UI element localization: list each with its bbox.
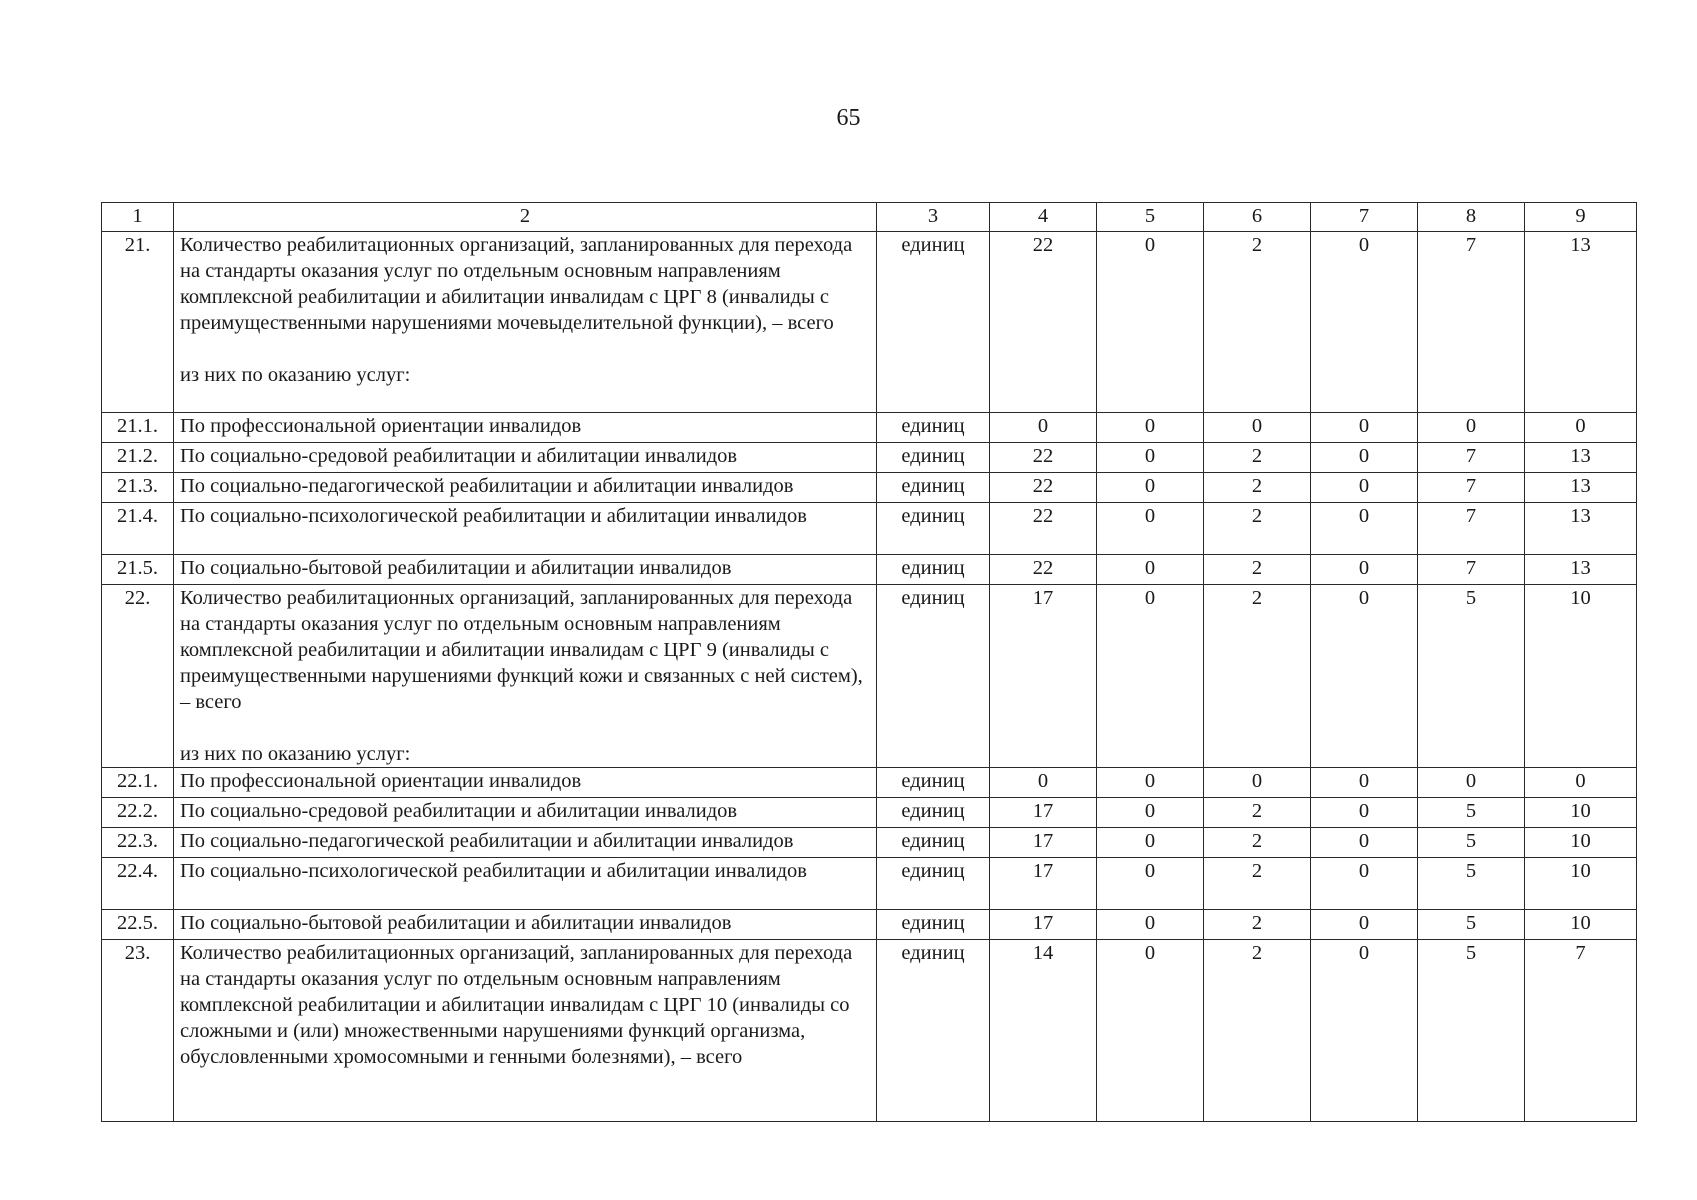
row-value: 2 [1204, 555, 1311, 585]
row-value: 17 [990, 858, 1097, 910]
row-value: 13 [1525, 473, 1637, 503]
row-description: Количество реабилитационных организаций, запланированных для перехода на стандарты оказания услуг по отдельным основным направлениям комплексной реабилитации и абилитации инвалидам с ЦРГ 10 (инвалиды со сложными и (или) множественными нарушениями функций организма, обусловленными хромосомными и генными болезнями), – всего [174, 940, 877, 1122]
row-unit: единиц [877, 443, 990, 473]
row-description: По социально-психологической реабилитации и абилитации инвалидов [174, 503, 877, 555]
table-row [102, 443, 1637, 473]
row-value: 13 [1525, 443, 1637, 473]
header-cell: 6 [1204, 203, 1311, 232]
row-value: 0 [1097, 798, 1204, 828]
row-number: 23. [102, 940, 174, 1122]
row-value: 0 [1097, 828, 1204, 858]
header-cell: 7 [1311, 203, 1418, 232]
row-description: По социально-психологической реабилитации и абилитации инвалидов [174, 858, 877, 910]
row-unit: единиц [877, 555, 990, 585]
row-value: 0 [1311, 232, 1418, 413]
row-number: 22.1. [102, 768, 174, 798]
row-value: 0 [1311, 443, 1418, 473]
row-number: 21.4. [102, 503, 174, 555]
row-number: 21.1. [102, 413, 174, 443]
row-unit: единиц [877, 910, 990, 940]
header-cell: 4 [990, 203, 1097, 232]
row-value: 5 [1418, 828, 1525, 858]
row-description-text: Количество реабилитационных организаций, запланированных для перехода на стандарты оказания услуг по отдельным основным направлениям комплексной реабилитации и абилитации инвалидам с ЦРГ 8 (инвалиды с преимущественными нарушениями мочевыделительной функции), – всего [180, 234, 853, 334]
row-description: По социально-педагогической реабилитации и абилитации инвалидов [174, 473, 877, 503]
row-description: По социально-педагогической реабилитации и абилитации инвалидов [174, 828, 877, 858]
row-description: По социально-средовой реабилитации и абилитации инвалидов [174, 798, 877, 828]
row-value: 22 [990, 443, 1097, 473]
row-number: 22.5. [102, 910, 174, 940]
row-value: 0 [1311, 828, 1418, 858]
row-value: 5 [1418, 910, 1525, 940]
row-value: 7 [1418, 503, 1525, 555]
row-value: 0 [1097, 473, 1204, 503]
row-value: 0 [1311, 768, 1418, 798]
row-value: 0 [1418, 413, 1525, 443]
row-value: 10 [1525, 910, 1637, 940]
row-description [174, 232, 877, 413]
row-number: 21.2. [102, 443, 174, 473]
row-subheading: из них по оказанию услуг: [180, 743, 411, 765]
row-value: 5 [1418, 940, 1525, 1122]
row-unit: единиц [877, 828, 990, 858]
table-row [102, 413, 1637, 443]
row-value: 0 [1097, 858, 1204, 910]
table-row [102, 858, 1637, 910]
row-value: 0 [1311, 555, 1418, 585]
row-value: 2 [1204, 473, 1311, 503]
table-row [102, 768, 1637, 798]
row-value: 17 [990, 798, 1097, 828]
row-value: 0 [1204, 768, 1311, 798]
table-row [102, 828, 1637, 858]
row-value: 14 [990, 940, 1097, 1122]
row-unit: единиц [877, 232, 990, 413]
row-value: 0 [1097, 768, 1204, 798]
row-unit: единиц [877, 798, 990, 828]
row-subheading: из них по оказанию услуг: [180, 364, 411, 386]
row-description: По социально-бытовой реабилитации и абилитации инвалидов [174, 910, 877, 940]
row-value: 5 [1418, 858, 1525, 910]
row-value: 17 [990, 828, 1097, 858]
row-description: По профессиональной ориентации инвалидов [174, 413, 877, 443]
row-value: 17 [990, 585, 1097, 768]
header-cell: 5 [1097, 203, 1204, 232]
row-value: 22 [990, 232, 1097, 413]
row-value: 0 [990, 768, 1097, 798]
row-value: 13 [1525, 555, 1637, 585]
row-value: 7 [1418, 443, 1525, 473]
row-value: 2 [1204, 232, 1311, 413]
row-value: 7 [1525, 940, 1637, 1122]
row-description: По социально-бытовой реабилитации и абилитации инвалидов [174, 555, 877, 585]
row-number: 22. [102, 585, 174, 768]
table-row [102, 555, 1637, 585]
row-value: 10 [1525, 828, 1637, 858]
row-value: 10 [1525, 798, 1637, 828]
data-table [101, 202, 1637, 1122]
row-number: 22.3. [102, 828, 174, 858]
row-value: 2 [1204, 798, 1311, 828]
row-value: 5 [1418, 585, 1525, 768]
row-value: 0 [1311, 413, 1418, 443]
row-value: 13 [1525, 503, 1637, 555]
row-value: 2 [1204, 858, 1311, 910]
row-value: 2 [1204, 910, 1311, 940]
row-value: 0 [1525, 413, 1637, 443]
row-value: 22 [990, 503, 1097, 555]
row-unit: единиц [877, 503, 990, 555]
row-value: 7 [1418, 232, 1525, 413]
row-value: 0 [1097, 443, 1204, 473]
row-unit: единиц [877, 473, 990, 503]
row-value: 2 [1204, 828, 1311, 858]
row-value: 0 [1097, 413, 1204, 443]
row-value: 13 [1525, 232, 1637, 413]
header-cell: 8 [1418, 203, 1525, 232]
header-cell: 9 [1525, 203, 1637, 232]
header-cell: 3 [877, 203, 990, 232]
row-description-text: Количество реабилитационных организаций, запланированных для перехода на стандарты оказания услуг по отдельным основным направлениям комплексной реабилитации и абилитации инвалидам с ЦРГ 9 (инвалиды с преимущественными нарушениями функций кожи и связанных с ней систем), – всего [180, 587, 863, 713]
row-value: 0 [1311, 585, 1418, 768]
row-number: 21. [102, 232, 174, 413]
row-value: 0 [1311, 910, 1418, 940]
table-row [102, 910, 1637, 940]
row-value: 0 [1097, 910, 1204, 940]
table-row [102, 473, 1637, 503]
row-value: 10 [1525, 858, 1637, 910]
table-row [102, 585, 1637, 768]
row-value: 0 [1311, 798, 1418, 828]
row-value: 0 [1097, 232, 1204, 413]
row-value: 0 [1418, 768, 1525, 798]
table-header-row [102, 203, 1637, 232]
row-description: По профессиональной ориентации инвалидов [174, 768, 877, 798]
row-value: 0 [1097, 503, 1204, 555]
row-value: 0 [1097, 555, 1204, 585]
row-value: 7 [1418, 473, 1525, 503]
row-value: 10 [1525, 585, 1637, 768]
row-value: 2 [1204, 443, 1311, 473]
row-value: 2 [1204, 940, 1311, 1122]
row-value: 2 [1204, 503, 1311, 555]
row-value: 0 [1311, 503, 1418, 555]
row-number: 22.2. [102, 798, 174, 828]
row-number: 21.3. [102, 473, 174, 503]
row-description: По социально-средовой реабилитации и абилитации инвалидов [174, 443, 877, 473]
table-row [102, 232, 1637, 413]
row-value: 5 [1418, 798, 1525, 828]
row-value: 17 [990, 910, 1097, 940]
page-number: 65 [836, 105, 861, 131]
row-value: 22 [990, 473, 1097, 503]
table-row [102, 798, 1637, 828]
row-number: 21.5. [102, 555, 174, 585]
table-row [102, 940, 1637, 1122]
row-unit: единиц [877, 768, 990, 798]
header-cell: 1 [102, 203, 174, 232]
row-value: 0 [990, 413, 1097, 443]
row-value: 0 [1311, 940, 1418, 1122]
row-value: 0 [1311, 473, 1418, 503]
row-description [174, 585, 877, 768]
row-value: 2 [1204, 585, 1311, 768]
row-number: 22.4. [102, 858, 174, 910]
row-value: 22 [990, 555, 1097, 585]
row-value: 0 [1097, 585, 1204, 768]
row-value: 0 [1311, 858, 1418, 910]
row-unit: единиц [877, 858, 990, 910]
row-value: 0 [1525, 768, 1637, 798]
row-unit: единиц [877, 413, 990, 443]
row-unit: единиц [877, 940, 990, 1122]
table-row [102, 503, 1637, 555]
row-value: 0 [1204, 413, 1311, 443]
header-cell: 2 [174, 203, 877, 232]
row-value: 0 [1097, 940, 1204, 1122]
row-unit: единиц [877, 585, 990, 768]
row-value: 7 [1418, 555, 1525, 585]
